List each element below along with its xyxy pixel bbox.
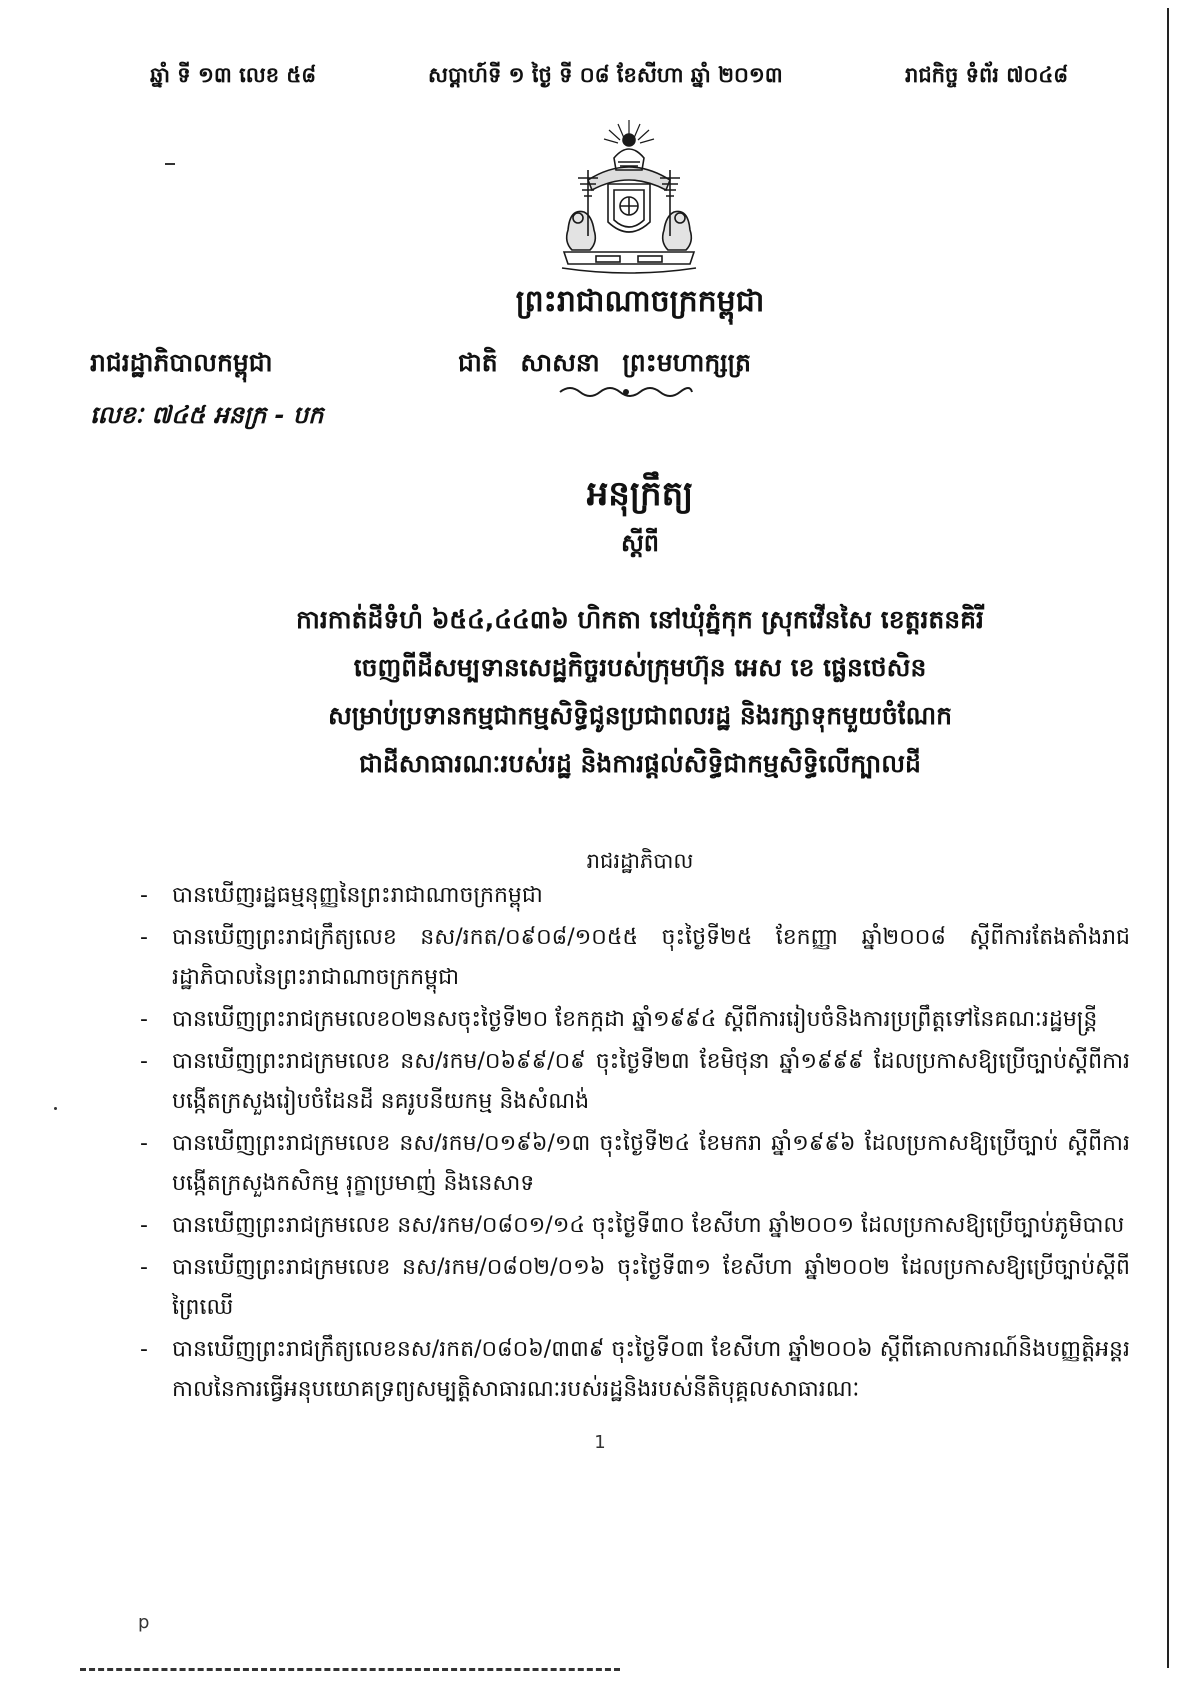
title-line: ចេញពីដីសម្បទានសេដ្ឋកិច្ចរបស់ក្រុមហ៊ុន អេស ខេ ផ្លេនថេសិន [353, 653, 927, 682]
clause-item: - បានឃើញព្រះរាជក្រមលេខ នស/រកម/០៦៩៩/០៩ ចុះថ្ងៃទី២៣ ខែមិថុនា ឆ្នាំ១៩៩៩ ដែលប្រកាសឱ្យប្រើច្បាប់ស្តីពីការបង្កើតក្រសួងរៀបចំដែនដី នគរូបនីយកម្ម និងសំណង់ [140, 1042, 1130, 1122]
clause-item: - បានឃើញព្រះរាជក្រឹត្យលេខ នស/រកត/០៩០៨/១០៥៥ ចុះថ្ងៃទី២៥ ខែកញ្ញា ឆ្នាំ២០០៨ ស្តីពីការតែងតាំងរាជរដ្ឋាភិបាលនៃព្រះរាជាណាចក្រកម្ពុជា [140, 918, 1130, 998]
clause-text: បានឃើញព្រះរាជក្រមលេខ នស/រកម/០៨០២/០១៦ ចុះថ្ងៃទី៣១ ខែសីហា ឆ្នាំ២០០២ ដែលប្រកាសឱ្យប្រើច្បាប់ស្តីពីព្រៃឈើ [172, 1255, 1130, 1320]
page-number: 1 [594, 1432, 606, 1453]
header-date: សប្តាហ៍ទី ១ ថ្ងៃ ទី ០៨ ខែសីហា ឆ្នាំ ២០១៣ [428, 63, 783, 87]
subdecree-title [190, 596, 1090, 788]
clause-text: បានឃើញព្រះរាជក្រមលេខ នស/រកម/០៨០១/១៤ ចុះថ្ងៃទី៣០ ខែសីហា ឆ្នាំ២០០១ ដែលប្រកាសឱ្យប្រើច្បាប់ភូមិបាល [172, 1213, 1125, 1238]
preamble-clauses [140, 876, 1130, 1412]
clause-item: - បានឃើញព្រះរាជក្រមលេខ នស/រកម/០១៩៦/១៣ ចុះថ្ងៃទី២៤ ខែមករា ឆ្នាំ១៩៩៦ ដែលប្រកាសឱ្យប្រើច្បាប់ ស្តីពីការបង្កើតក្រសួងកសិកម្ម រុក្ខាប្រមាញ់ និងនេសាទ [140, 1124, 1130, 1204]
kingdom-heading: ព្រះរាជាណាចក្រកម្ពុជា [515, 284, 765, 319]
ornamental-flourish-icon [556, 384, 696, 400]
clause-text: បានឃើញព្រះរាជក្រមលេខ នស/រកម/០១៩៦/១៣ ចុះថ្ងៃទី២៤ ខែមករា ឆ្នាំ១៩៩៦ ដែលប្រកាសឱ្យប្រើច្បាប់ ស្តីពីការបង្កើតក្រសួងកសិកម្ម រុក្ខាប្រមាញ់ និងនេសាទ [172, 1131, 1130, 1196]
clause-item: - បានឃើញព្រះរាជក្រមលេខ នស/រកម/០៨០១/១៤ ចុះថ្ងៃទី៣០ ខែសីហា ឆ្នាំ២០០១ ដែលប្រកាសឱ្យប្រើច្បាប់ភូមិបាល [140, 1206, 1130, 1246]
clause-text: បានឃើញព្រះរាជក្រឹត្យលេខនស/រកត/០៨០៦/៣៣៩ ចុះថ្ងៃទី០៣ ខែសីហា ឆ្នាំ២០០៦ ស្តីពីគោលការណ៍និងបញ្ញត្តិអន្តរកាលនៃការធ្វើអនុបយោគទ្រព្យសម្បត្តិសាធារណៈរបស់រដ្ឋនិងរបស់នីតិបុគ្គលសាធារណៈ [172, 1337, 1130, 1402]
title-line: ជាដីសាធារណៈរបស់រដ្ឋ និងការផ្តល់សិទ្ធិជាកម្មសិទ្ធិលើក្បាលដី [359, 749, 921, 778]
royal-coat-of-arms-icon [558, 118, 700, 276]
clause-text: បានឃើញរដ្ឋធម្មនុញ្ញនៃព្រះរាជាណាចក្រកម្ពុជា [172, 883, 543, 908]
section-heading: រាជរដ្ឋាភិបាល [586, 849, 694, 873]
clause-item: - បានឃើញព្រះរាជក្រឹត្យលេខនស/រកត/០៨០៦/៣៣៩ ចុះថ្ងៃទី០៣ ខែសីហា ឆ្នាំ២០០៦ ស្តីពីគោលការណ៍និងបញ្ញត្តិអន្តរកាលនៃការធ្វើអនុបយោគទ្រព្យសម្បត្តិសាធារណៈរបស់រដ្ឋនិងរបស់នីតិបុគ្គលសាធារណៈ [140, 1330, 1130, 1410]
stray-dot-mark [54, 1107, 57, 1110]
title-line: សម្រាប់ប្រទានកម្មជាកម្មសិទ្ធិជូនប្រជាពលរដ្ឋ និងរក្សាទុកមួយចំណែក [327, 701, 953, 730]
clause-item: - បានឃើញព្រះរាជក្រមលេខ នស/រកម/០៨០២/០១៦ ចុះថ្ងៃទី៣១ ខែសីហា ឆ្នាំ២០០២ ដែលប្រកាសឱ្យប្រើច្បាប់ស្តីពីព្រៃឈើ [140, 1248, 1130, 1328]
clause-text: បានឃើញព្រះរាជក្រមលេខ០២នសចុះថ្ងៃទី២០ ខែកក្កដា ឆ្នាំ១៩៩៤ ស្តីពីការរៀបចំនិងការប្រព្រឹត្តទៅនៃគណៈរដ្ឋមន្ត្រី [172, 1007, 1098, 1032]
national-motto: ជាតិ សាសនា ព្រះមហាក្សត្រ [458, 348, 751, 377]
stray-dash-mark [165, 163, 175, 165]
title-line: ការកាត់ដីទំហំ ៦៥៤,៤៤៣៦ ហិកតា នៅឃុំភ្នំកុក ស្រុកវើនសៃ ខេត្តរតនគិរី [296, 605, 984, 634]
about-label: ស្តីពី [620, 529, 660, 557]
clause-text: បានឃើញព្រះរាជក្រមលេខ នស/រកម/០៦៩៩/០៩ ចុះថ្ងៃទី២៣ ខែមិថុនា ឆ្នាំ១៩៩៩ ដែលប្រកាសឱ្យប្រើច្បាប់ស្តីពីការបង្កើតក្រសួងរៀបចំដែនដី នគរូបនីយកម្ម និងសំណង់ [172, 1049, 1130, 1114]
clause-item: - បានឃើញរដ្ឋធម្មនុញ្ញនៃព្រះរាជាណាចក្រកម្ពុជា [140, 876, 1130, 916]
scan-edge-line [1167, 8, 1169, 1668]
government-name: រាជរដ្ឋាភិបាលកម្ពុជា [90, 348, 273, 377]
clause-text: បានឃើញព្រះរាជក្រឹត្យលេខ នស/រកត/០៩០៨/១០៥៥ ចុះថ្ងៃទី២៥ ខែកញ្ញា ឆ្នាំ២០០៨ ស្តីពីការតែងតាំងរាជរដ្ឋាភិបាលនៃព្រះរាជាណាចក្រកម្ពុជា [172, 925, 1130, 990]
clause-item: - បានឃើញព្រះរាជក្រមលេខ០២នសចុះថ្ងៃទី២០ ខែកក្កដា ឆ្នាំ១៩៩៤ ស្តីពីការរៀបចំនិងការប្រព្រឹត្តទៅនៃគណៈរដ្ឋមន្ត្រី [140, 1000, 1130, 1040]
reference-number: លេខៈ ៧៤៥ អនក្រ - បក [90, 401, 324, 429]
header-gazette-page: រាជកិច្ច ទំព័រ ៧០៤៨ [905, 63, 1069, 87]
document-type-heading: អនុក្រឹត្យ [586, 474, 694, 514]
footer-dashed-rule [80, 1668, 620, 1671]
header-volume-issue: ឆ្នាំ ទី ១៣ លេខ ៥៨ [150, 63, 317, 87]
corner-letter: p [138, 1612, 150, 1633]
